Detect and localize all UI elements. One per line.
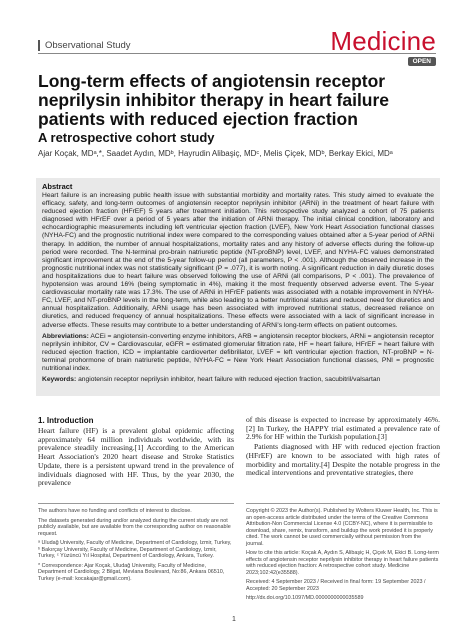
intro-heading: 1. Introduction (38, 416, 94, 425)
open-access-badge: OPEN (408, 57, 436, 66)
journal-logo[interactable]: Medicine (330, 26, 436, 56)
doi-link[interactable]: http://dx.doi.org/10.1097/MD.0000000000035589 (246, 595, 364, 601)
right-paragraph-2: Patients diagnosed with HF with reduced ejection fraction (HFrEF) are known to be associated with high rates of morbidity and mortality.[4] Despite the notable progress in the medical interventions and preventative strategies, there (246, 442, 440, 478)
left-column (38, 404, 234, 488)
article-title: Long-term effects of angiotensin receptor neprilysin inhibitor therapy in heart failure patients with reduced ejection fraction (38, 71, 390, 129)
right-paragraph-1: of this disease is expected to increase by approximately 46%.[2] In Turkey, the HAPPY trial estimated a prevalence rate of 2.9% for HF within the Turkish population.[3] (246, 415, 440, 442)
abstract-box (36, 178, 440, 396)
keywords (42, 376, 434, 384)
author-list (38, 149, 438, 158)
footnote-divider-left (38, 503, 234, 504)
section-label: Observational Study (38, 40, 131, 51)
footnote-correspondence: * Correspondence: Ajar Koçak, Uludağ University, Faculty of Medicine, Department of Cardiology, 2 Bilgat, Mevlana Boulevard, No:86, Ankara 06510, Turkey (e-mail: kocakajar@gmail.com). (38, 562, 225, 582)
authors-text: Ajar Koçak, MDᵃ,*, Saadet Aydın, MDᵇ, Hayrudin Alibaşiç, MDᶜ, Melis Çiçek, MDᵇ, Berkay Ekici, MDᵃ (38, 149, 393, 158)
footnote-data-availability: The datasets generated during and/or analyzed during the current study are not publicly available, but are available from the corresponding author on reasonable request. (38, 517, 231, 537)
article-subtitle: A retrospective cohort study (38, 130, 215, 145)
keywords-label: Keywords: (42, 376, 77, 384)
keywords-text: angiotensin receptor neprilysin inhibitor, heart failure with reduced ejection fraction, sacubitril/valsartan (78, 376, 381, 384)
footnote-affiliations: ᵃ Uludağ University, Faculty of Medicine, Department of Cardiology, Izmir, Turkey, ᵇ Bakırçay University, Faculty of Medicine, Department of Cardiology, Izmir, Turkey, ᶜ Yüzüncü Yıl Hospital, Department of Cardiology, Ankara, Turkey. (38, 540, 232, 559)
header-bar (38, 26, 436, 65)
page-number: 1 (232, 616, 236, 623)
abbreviations-label: Abbreviations: (42, 332, 89, 340)
footnote-divider-right (246, 503, 440, 504)
intro-paragraph: Heart failure (HF) is a prevalent global epidemic affecting approximately 64 million individuals worldwide, with its prevalence steadily increasing.[1] According to the American Heart Association's 2020 heart disease and Stroke Statistics Update, there is a persistent upward trend in the prevalence of individuals diagnosed with HF. Thus, by the year 2030, the prevalence (38, 426, 234, 488)
received-dates: Received: 4 September 2023 / Received in final form: 19 September 2023 / Accepted: 20 September 2023 (246, 579, 426, 592)
right-column (246, 404, 440, 478)
abbreviations-text: ACEi = angiotensin-converting enzyme inhibitors, ARB = angiotensin receptor blockers, ARNi = angiotensin receptor neprilysin inhibitor, CV = Cardiovascular, eGFR = estimated glomerular filtration rate, HF = heart failure, HFrEF = heart failure with reduced ejection fraction, ICD = implantable cardioverter defibrillator, LVEF = left ventricular ejection fraction, NT-proBNP = N-terminal prohormone of brain natriuretic peptide, NYHA-FC = New York Heart Association functional classes, PNI = prognostic nutritional index. (42, 332, 434, 372)
citation-info: How to cite this article: Koçak A, Aydın S, Alibaşiç H, Çiçek M, Ekici B. Long-term effects of angiotensin receptor neprilysin inhibitor therapy in heart failure patients with reduced ejection fraction: A retrospective cohort study. Medicine 2023;102:42(e35588). (246, 550, 439, 576)
abbreviations (42, 333, 434, 373)
footnote-funding: The authors have no funding and conflicts of interest to disclose. (38, 508, 192, 514)
copyright-notice: Copyright © 2023 the Author(s). Published by Wolters Kluwer Health, Inc. This is an open-access article distributed under the terms of the Creative Commons Attribution-Non Commercial License 4.0 (CCBY-NC), where it is permissible to download, share, remix, transform, and buildup the work provided it is properly cited. The work cannot be used commercially without permission from the journal. (246, 508, 438, 547)
footnotes-right (246, 508, 440, 605)
abstract-heading: Abstract (42, 182, 73, 191)
abstract-body: Heart failure is an increasing public health issue with substantial morbidity and mortality rates. This study aimed to evaluate the efficacy, safety, and long-term outcomes of angiotensin receptor neprilysin inhibitor (ARNi) in the treatment of heart failure with reduced ejection fraction (HFrEF) 5 years after treatment initiation. This retrospective study analyzed a cohort of 75 patients diagnosed with HFrEF over a period of 5 years after the initiation of ARNi therapy. The initial clinical condition, laboratory and echocardiographic measurements including left ventricular ejection fraction (LVEF), New York Heart Association functional classes (NYHA-FC) and the prognostic nutritional index were compared to the corresponding values obtained after a 5-year period of ARNi therapy. In addition, the number of annual hospitalizations, mortality rates and any history of adverse effects during the follow-up period were recorded. The N-terminal pro-brain natriuretic peptide (NT-proBNP) level, LVEF, and NYHA-FC values demonstrated significant improvement at the end of the 5-year follow-up period (all parameters, P < .001). Although the observed increase in the prognostic nutritional index was not statistically significant (P = .077), it is worth noting. A significant reduction in daily diuretic doses and hospitalizations due to heart failure was observed following the use of ARNi (all comparisons, P < .001). The prevalence of hypotension was around 16% (being symptomatic in 4%), making it the most frequently observed adverse event. The 5-year cardiovascular mortality rate was 17.3%. The use of ARNi in HFrEF patients was associated with a notable improvement in NYHA-FC, LVEF, and NT-proBNP levels in the long-term, while also leading to a better nutritional status and reduced need for diuretics and annual hospitalization. Additionally, ARNi usage has been associated with improved nutritional status, decreased reliance on diuretics, and reduced frequency of annual hospitalizations. These effects were associated with a lack of significant increase in adverse effects. These results may contribute to a better understanding of ARNi's long-term effects on patient outcomes. (42, 192, 434, 329)
footnotes-left (38, 508, 234, 585)
